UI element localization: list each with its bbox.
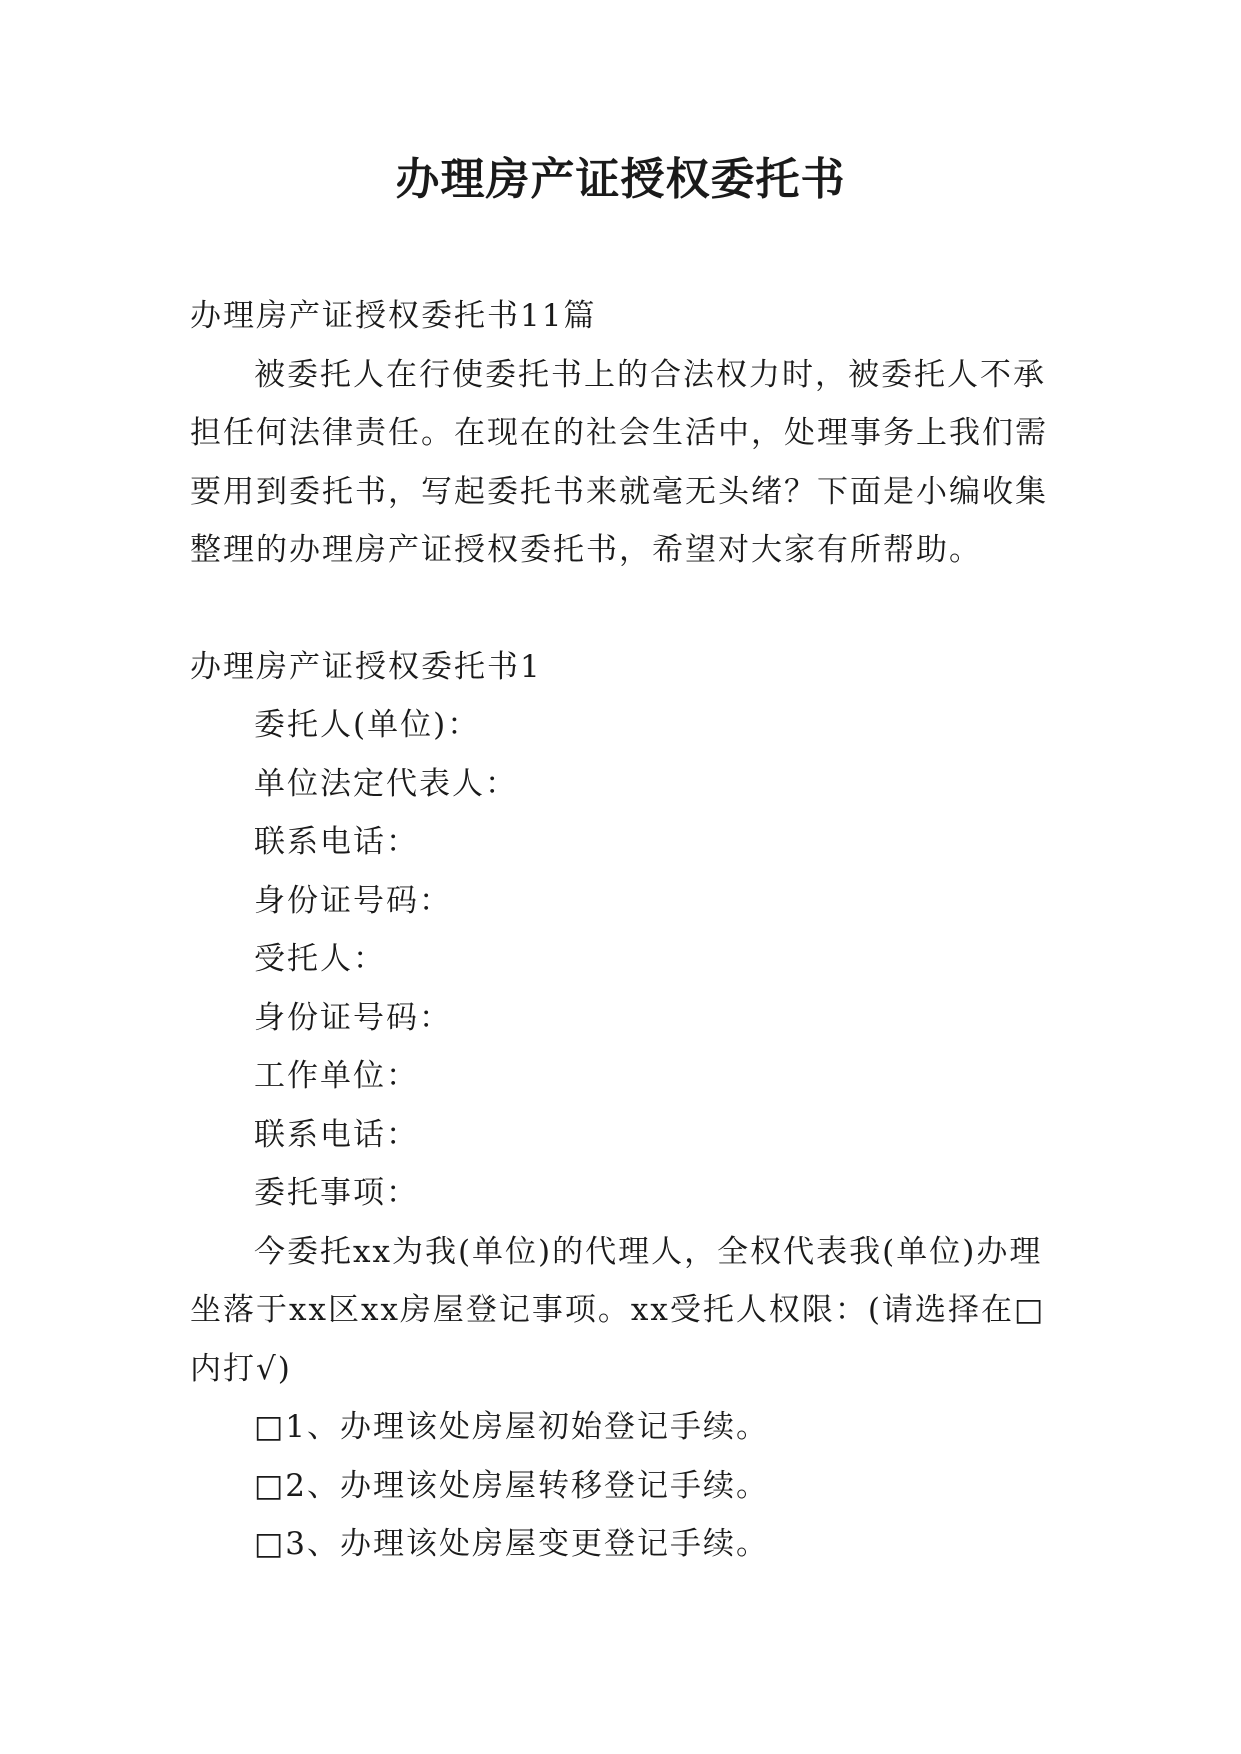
field-phone: 联系电话： bbox=[254, 824, 419, 860]
document-subtitle: 办理房产证授权委托书11篇 bbox=[190, 298, 597, 334]
field-entrusted-matters: 委托事项： bbox=[254, 1175, 419, 1211]
field-legal-representative: 单位法定代表人： bbox=[254, 765, 518, 802]
field-agent: 受托人： bbox=[254, 941, 386, 977]
field-work-unit: 工作单位： bbox=[254, 1058, 419, 1094]
document-body bbox=[190, 287, 1052, 1574]
option-item: □2、办理该处房屋转移登记手续。 bbox=[254, 1467, 770, 1504]
spacer bbox=[190, 580, 1052, 638]
field-id-number: 身份证号码： bbox=[254, 882, 452, 919]
intro-paragraph: 被委托人在行使委托书上的合法权力时，被委托人不承担任何法律责任。在现在的社会生活中，处理事务上我们需要用到委托书，写起委托书来就毫无头绪？下面是小编收集整理的办理房产证授权委托书，希望对大家有所帮助。 bbox=[190, 356, 1048, 568]
field-agent-id-number: 身份证号码： bbox=[254, 999, 452, 1036]
field-agent-phone: 联系电话： bbox=[254, 1116, 419, 1153]
authorization-paragraph: 今委托xx为我(单位)的代理人，全权代表我(单位)办理坐落于xx区xx房屋登记事项。xx受托人权限：(请选择在□内打√) bbox=[190, 1233, 1046, 1387]
option-item: □3、办理该处房屋变更登记手续。 bbox=[254, 1526, 770, 1562]
document-title: 办理房产证授权委托书 bbox=[395, 154, 846, 205]
section-heading: 办理房产证授权委托书1 bbox=[190, 648, 542, 685]
option-item: □1、办理该处房屋初始登记手续。 bbox=[254, 1409, 770, 1445]
field-principal: 委托人(单位)： bbox=[254, 707, 481, 743]
